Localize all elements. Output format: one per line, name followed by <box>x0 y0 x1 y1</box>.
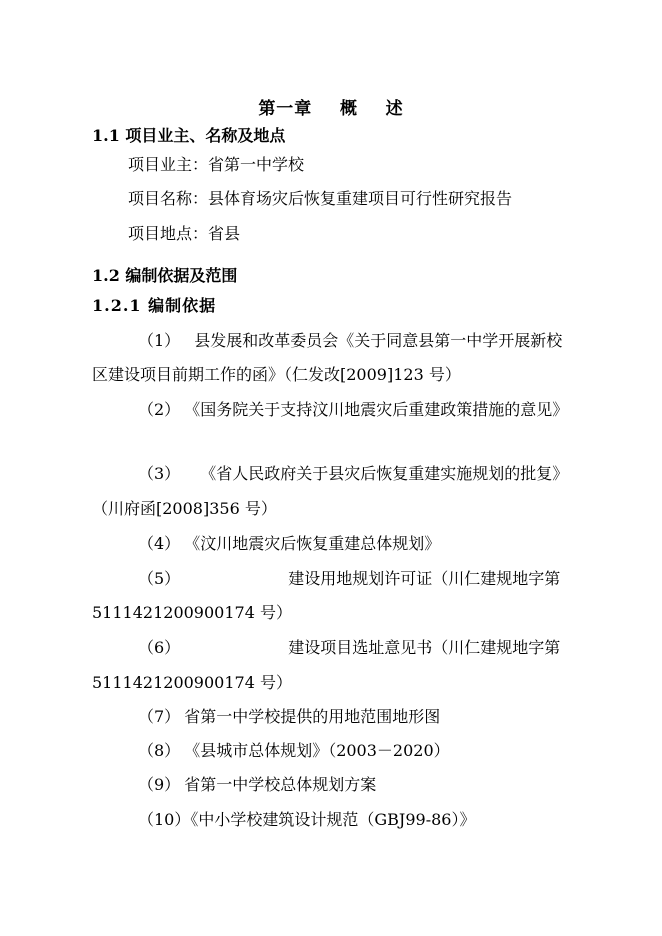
list-item-text: 《中小学校建筑设计规范（GBJ99-86）》 <box>190 810 476 829</box>
list-item-text: 省第一中学校总体规划方案 <box>184 775 377 794</box>
list-item-9 <box>138 775 376 795</box>
list-item-3 <box>138 464 568 484</box>
list-item-text: 《省人民政府关于县灾后恢复重建实施规划的批复》 <box>200 464 569 483</box>
list-item-number: （7） <box>138 707 181 726</box>
list-item-text: 《汶川地震灾后恢复重建总体规划》 <box>184 534 441 553</box>
list-item-text: 省第一中学校提供的用地范围地形图 <box>184 707 441 726</box>
list-item-1-continuation: 区建设项目前期工作的函》（仁发改[2009]123 号） <box>92 365 461 384</box>
list-item-text: 建设项目选址意见书（川仁建规地字第 <box>288 638 561 657</box>
list-item-number: （1） <box>138 331 181 350</box>
list-item-text: 《县城市总体规划》（2003－2020） <box>184 741 450 760</box>
list-item-6 <box>138 638 560 658</box>
list-item-1 <box>138 331 562 351</box>
project-location: 项目地点：省县 <box>128 224 241 243</box>
list-item-10 <box>138 810 475 830</box>
list-item-number: （9） <box>138 775 181 794</box>
section-1-2-heading: 1.2 编制依据及范围 <box>92 266 238 285</box>
list-item-3-continuation: （川府函[2008]356 号） <box>92 499 277 518</box>
list-item-text: 建设用地规划许可证（川仁建规地字第 <box>288 569 561 588</box>
list-item-number: （8） <box>138 741 181 760</box>
list-item-number: （6） <box>138 638 181 657</box>
list-item-5-continuation: 5111421200900174 号） <box>92 603 292 622</box>
list-item-5 <box>138 569 560 589</box>
section-1-2-1-heading: 1.2.1 编制依据 <box>92 296 217 315</box>
chapter-title: 第一章 概 述 <box>258 99 404 119</box>
list-item-text: 《国务院关于支持汶川地震灾后重建政策措施的意见》 <box>184 400 569 419</box>
project-name: 项目名称：县体育场灾后恢复重建项目可行性研究报告 <box>128 189 513 208</box>
list-item-text: 县发展和改革委员会《关于同意县第一中学开展新校 <box>194 331 563 350</box>
list-item-number: （4） <box>138 534 181 553</box>
section-1-1-heading: 1.1 项目业主、名称及地点 <box>92 126 286 145</box>
list-item-2 <box>138 400 568 420</box>
list-item-number: （10） <box>138 810 191 829</box>
project-owner: 项目业主：省第一中学校 <box>128 155 305 174</box>
list-item-7 <box>138 707 440 727</box>
list-item-8 <box>138 741 450 761</box>
list-item-number: （3） <box>138 464 181 483</box>
list-item-number: （2） <box>138 400 181 419</box>
list-item-4 <box>138 534 440 554</box>
list-item-6-continuation: 5111421200900174 号） <box>92 673 292 692</box>
list-item-number: （5） <box>138 569 181 588</box>
